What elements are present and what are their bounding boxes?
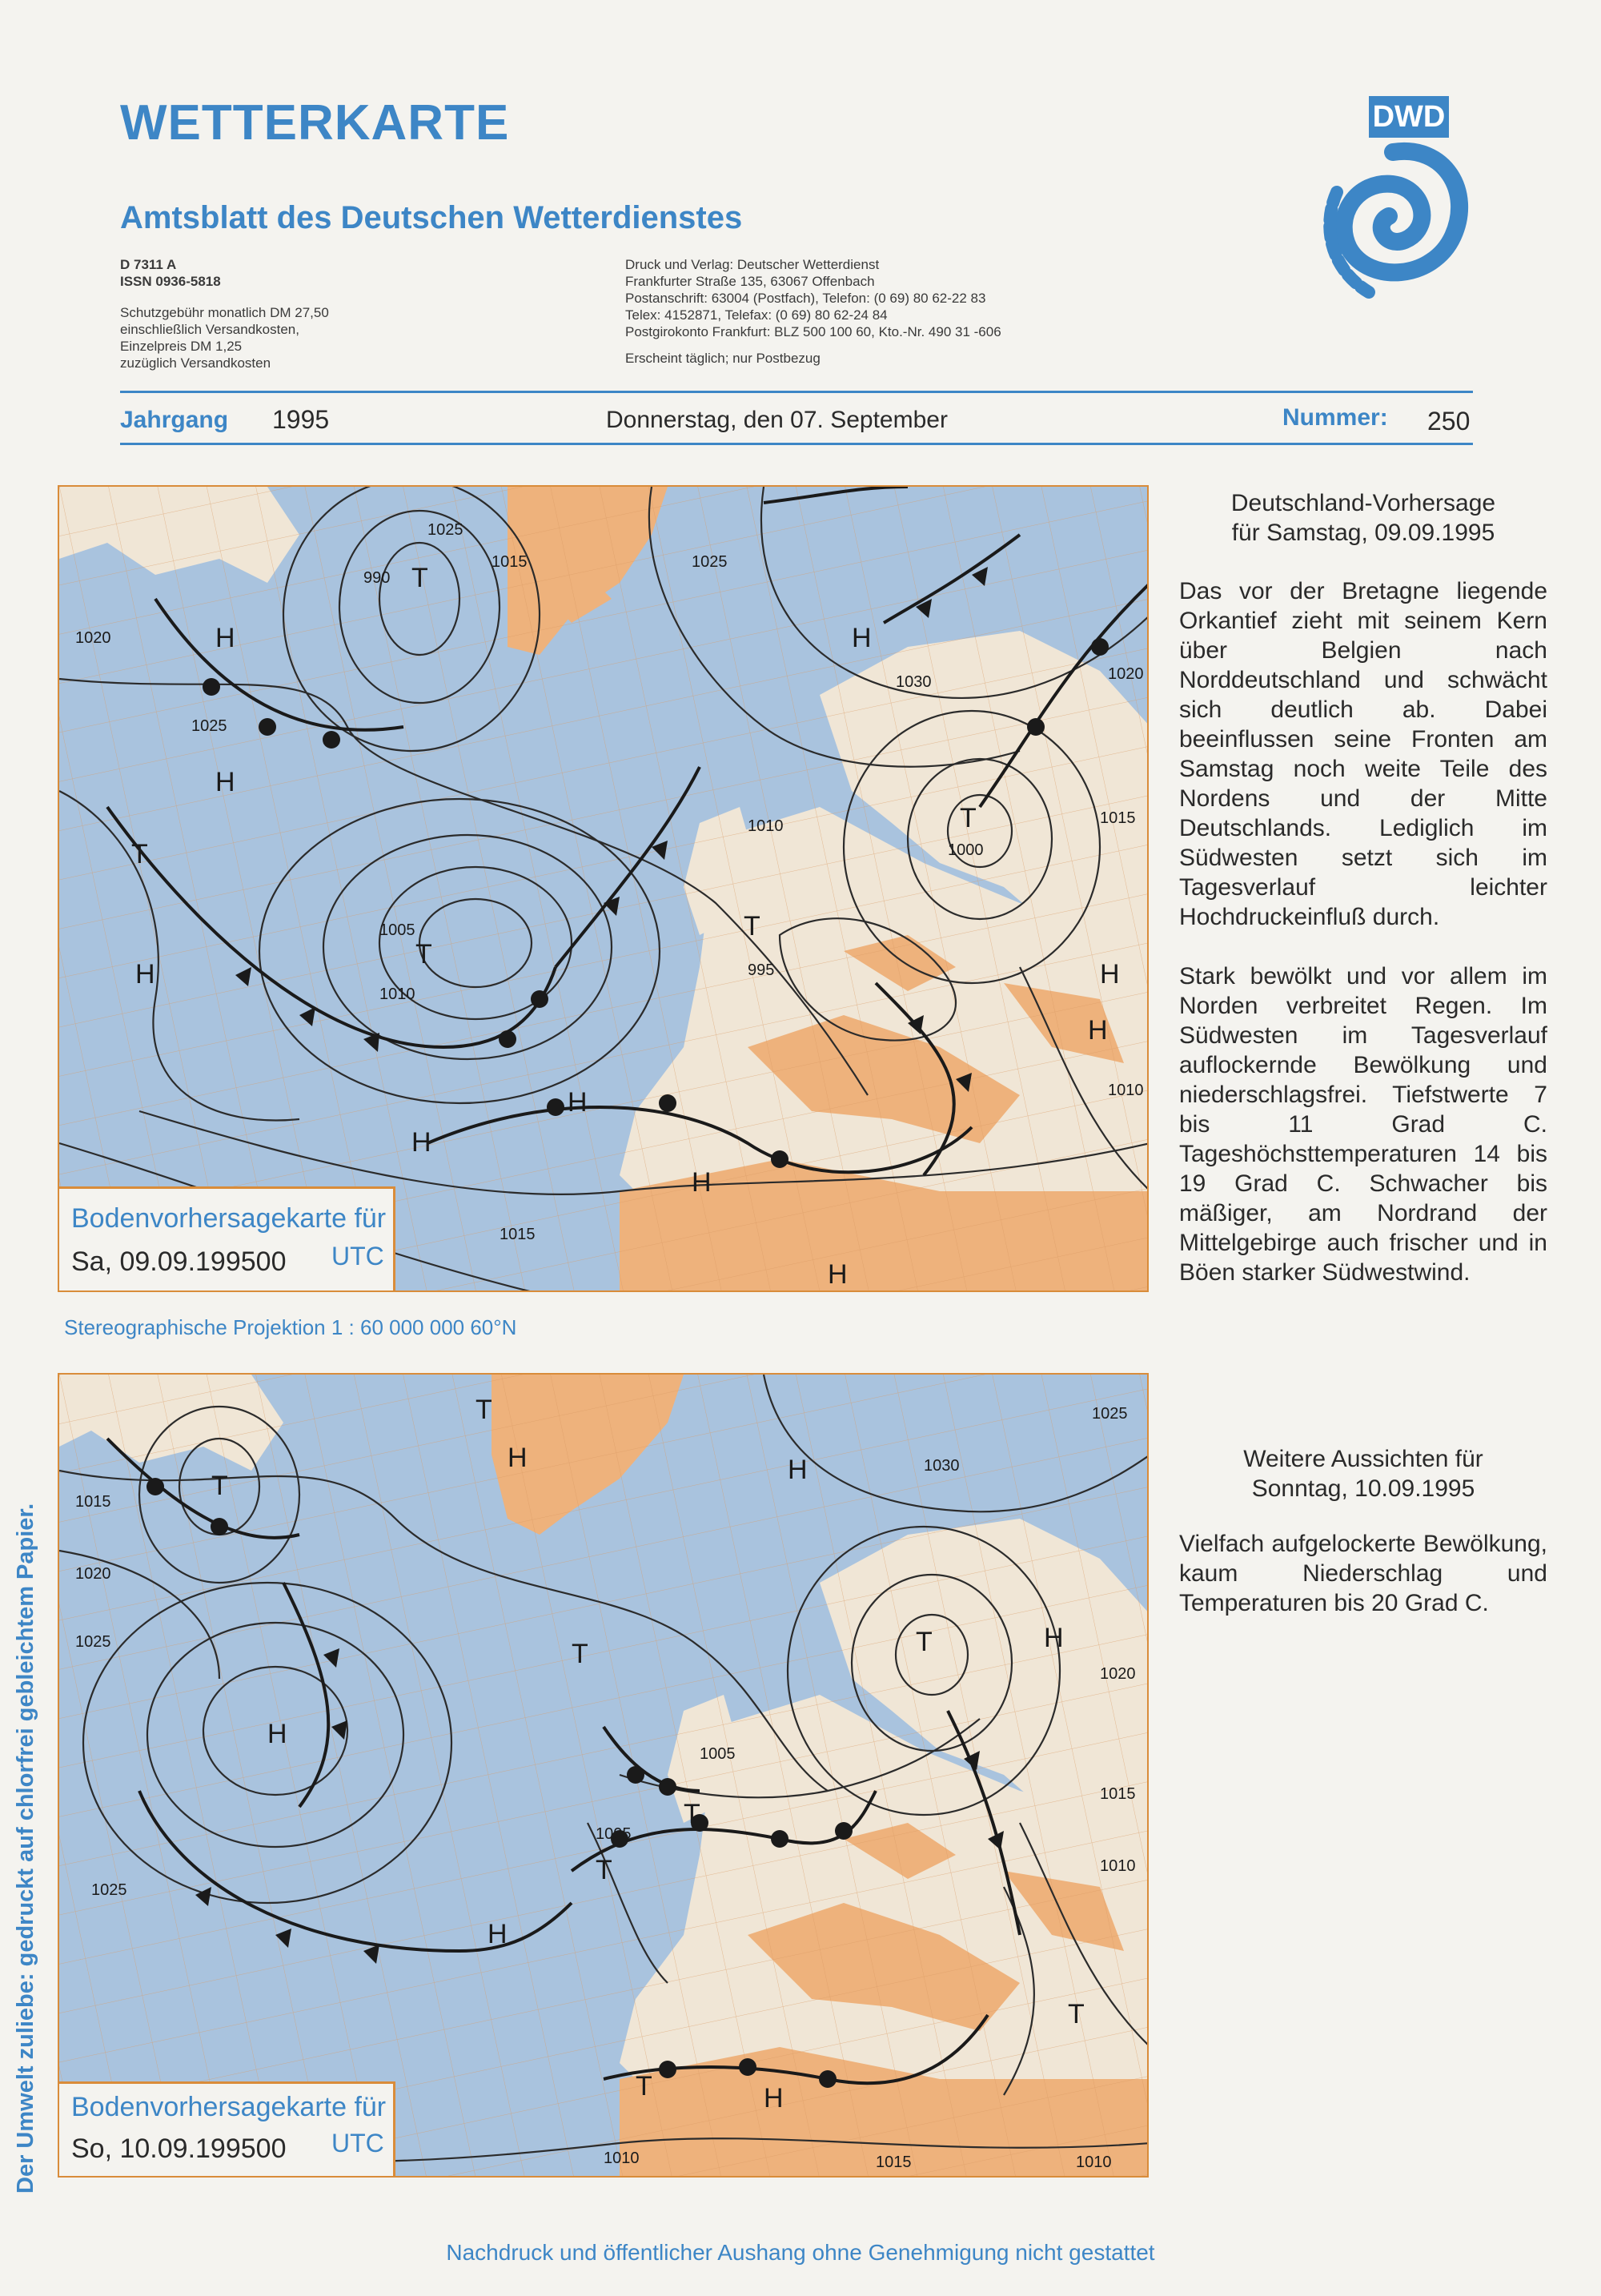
- map2-low-6: T: [636, 2071, 652, 2101]
- map1-isobar-label: 1015: [500, 1226, 536, 1243]
- map1-high-3: H: [135, 959, 155, 989]
- map2-low-7: T: [1068, 1999, 1085, 2029]
- map2-isobar-label: 1015: [876, 2154, 912, 2171]
- issn-block: D 7311 A ISSN 0936-5818: [120, 257, 221, 289]
- forecast-map-sunday: [58, 1373, 1149, 2178]
- forecast-subheading: für Samstag, 09.09.1995: [1231, 520, 1495, 546]
- issue-date: Donnerstag, den 07. September: [606, 407, 948, 433]
- forecast-paragraph-2: Stark bewölkt und vor allem im Norden verbreitet Regen. Im Südwesten im Tagesverlauf auflockernde Bewölkung und niederschlagsfrei. Tiefstwerte 7 bis 11 Grad C. Tageshöchsttemperaturen 14 bis 19 Grad C. Schwacher bis mäßiger, am Nordrand der Mittelgebirge auch frischer und in Böen starker Südwestwind.: [1179, 963, 1547, 1286]
- map1-high-7: H: [852, 623, 872, 653]
- publisher-block: Druck und Verlag: Deutscher Wetterdienst Frankfurter Straße 135, 63067 Offenbach Postanschrift: 63004 (Postfach), Telefon: (0 69) 80 62-22 83 Telex: 4152871, Telefax: (0 69) 80 62-24 84 Postgirokonto Frankfurt: BLZ 500 100 60, Kto.-Nr. 490 31 -606 Erscheint täglich; nur Postbezug: [625, 257, 1001, 366]
- map2-high-6: H: [764, 2083, 784, 2113]
- map1-low-2: T: [415, 939, 432, 969]
- map2-isobar-label: 1020: [1100, 1665, 1136, 1683]
- map2-caption: Bodenvorhersagekarte für So, 10.09.199500 UTC: [59, 2081, 395, 2176]
- map1-high-8: H: [1100, 959, 1120, 989]
- map2-svg: [59, 1375, 1149, 2178]
- map2-isobar-label: 1025: [91, 1881, 127, 1899]
- map2-isobar-label: 1005: [700, 1745, 736, 1763]
- forecast-heading: Deutschland-Vorhersage: [1230, 490, 1496, 516]
- map2-isobar-label: 1025: [75, 1633, 111, 1651]
- map2-isobar-label: 1025: [1092, 1405, 1128, 1423]
- map1-svg: [59, 487, 1149, 1292]
- map2-isobar-label: 1030: [924, 1457, 960, 1475]
- map1-low-4: T: [960, 803, 977, 833]
- map2-isobar-label: 1015: [75, 1493, 111, 1511]
- outlook-subheading: Sonntag, 10.09.1995: [1251, 1475, 1475, 1502]
- map1-low-3: T: [131, 839, 148, 869]
- map1-isobar-label: 1030: [896, 673, 932, 691]
- map1-isobar-label: 1025: [692, 553, 728, 571]
- map1-isobar-label: 1015: [1100, 809, 1136, 827]
- map1-isobar-label: 1005: [379, 921, 415, 939]
- map2-isobar-label: 1005: [596, 1825, 632, 1843]
- jahrgang-value: 1995: [272, 405, 330, 434]
- map1-high-4: H: [568, 1087, 588, 1118]
- jahrgang-label: Jahrgang: [120, 407, 229, 433]
- map1-isobar-label: 1020: [75, 629, 111, 647]
- map1-isobar-label: 1015: [492, 553, 528, 571]
- map1-isobar-label: 1010: [1108, 1082, 1144, 1099]
- map1-isobar-label: 995: [748, 961, 775, 979]
- map2-high-2: H: [488, 1919, 508, 1949]
- map2-isobar-label: 1015: [1100, 1785, 1136, 1803]
- footer-notice: Nachdruck und öffentlicher Aushang ohne Genehmigung nicht gestattet: [446, 2240, 1155, 2265]
- map1-isobar-label: 1010: [748, 817, 784, 835]
- nummer-label: Nummer:: [1282, 404, 1388, 431]
- map2-high-3: H: [508, 1443, 528, 1473]
- page-subtitle: Amtsblatt des Deutschen Wetterdienstes: [120, 200, 743, 235]
- environment-note: Der Umwelt zuliebe: gedruckt auf chlorfrei gebleichtem Papier.: [13, 1503, 38, 2194]
- dwd-logo: DWD: [1313, 96, 1473, 304]
- outlook-paragraph: Vielfach aufgelockerte Bewölkung, kaum Niederschlag und Temperaturen bis 20 Grad C.: [1179, 1531, 1547, 1616]
- map1-high-10: H: [828, 1259, 848, 1290]
- map1-isobar-label: 1000: [948, 841, 984, 859]
- map2-isobar-label: 1020: [75, 1565, 111, 1583]
- page-title: WETTERKARTE: [120, 95, 510, 151]
- outlook-column: [1179, 1444, 1547, 1618]
- map2-isobar-label: 1010: [1100, 1857, 1136, 1875]
- map1-high-2: H: [215, 767, 235, 797]
- forecast-map-saturday: [58, 485, 1149, 1292]
- map1-high-6: H: [692, 1167, 712, 1198]
- map1-high-9: H: [1088, 1015, 1108, 1046]
- map1-isobar-label: 1025: [191, 717, 227, 735]
- map2-low-4: T: [916, 1627, 933, 1657]
- outlook-heading: Weitere Aussichten für: [1243, 1446, 1483, 1472]
- map1-caption: Bodenvorhersagekarte für Sa, 09.09.199500 UTC: [59, 1186, 395, 1290]
- map2-low-3: T: [572, 1639, 588, 1669]
- map2-low-8: T: [684, 1799, 700, 1829]
- map1-isobar-label: 1025: [427, 521, 463, 539]
- forecast-paragraph-1: Das vor der Bretagne liegende Orkantief zieht mit seinem Kern über Belgien nach Norddeutschland und schwächt sich deutlich ab. Dabei beeinflussen seine Fronten am Samstag noch weite Teile des Nordens und der Mitte Deutschlands. Lediglich im Südwesten setzt sich im Tagesverlauf leichter Hochdruckeinfluß durch.: [1179, 578, 1547, 930]
- map1-low-5: T: [744, 911, 760, 941]
- map1-isobar-label: 990: [363, 569, 391, 587]
- map1-high-5: H: [411, 1127, 431, 1158]
- map2-low-5: T: [596, 1855, 612, 1885]
- nummer-value: 250: [1427, 407, 1471, 436]
- map2-low-1: T: [211, 1471, 228, 1501]
- map2-high-1: H: [267, 1719, 287, 1749]
- map1-low-1: T: [411, 563, 428, 593]
- projection-note: Stereographische Projektion 1 : 60 000 000 60°N: [64, 1315, 517, 1339]
- map1-isobar-label: 1020: [1108, 665, 1144, 683]
- map1-isobar-label: 1010: [379, 985, 415, 1003]
- map2-low-2: T: [475, 1395, 492, 1425]
- dwd-swirl-icon: [1313, 96, 1473, 304]
- map2-isobar-label: 1010: [1076, 2154, 1112, 2171]
- map2-high-5: H: [1044, 1623, 1064, 1653]
- fee-block: Schutzgebühr monatlich DM 27,50 einschließlich Versandkosten, Einzelpreis DM 1,25 zuzüglich Versandkosten: [120, 305, 329, 371]
- forecast-column: [1179, 488, 1547, 1287]
- map2-high-4: H: [788, 1455, 808, 1485]
- map1-high-1: H: [215, 623, 235, 653]
- map2-isobar-label: 1010: [604, 2149, 640, 2167]
